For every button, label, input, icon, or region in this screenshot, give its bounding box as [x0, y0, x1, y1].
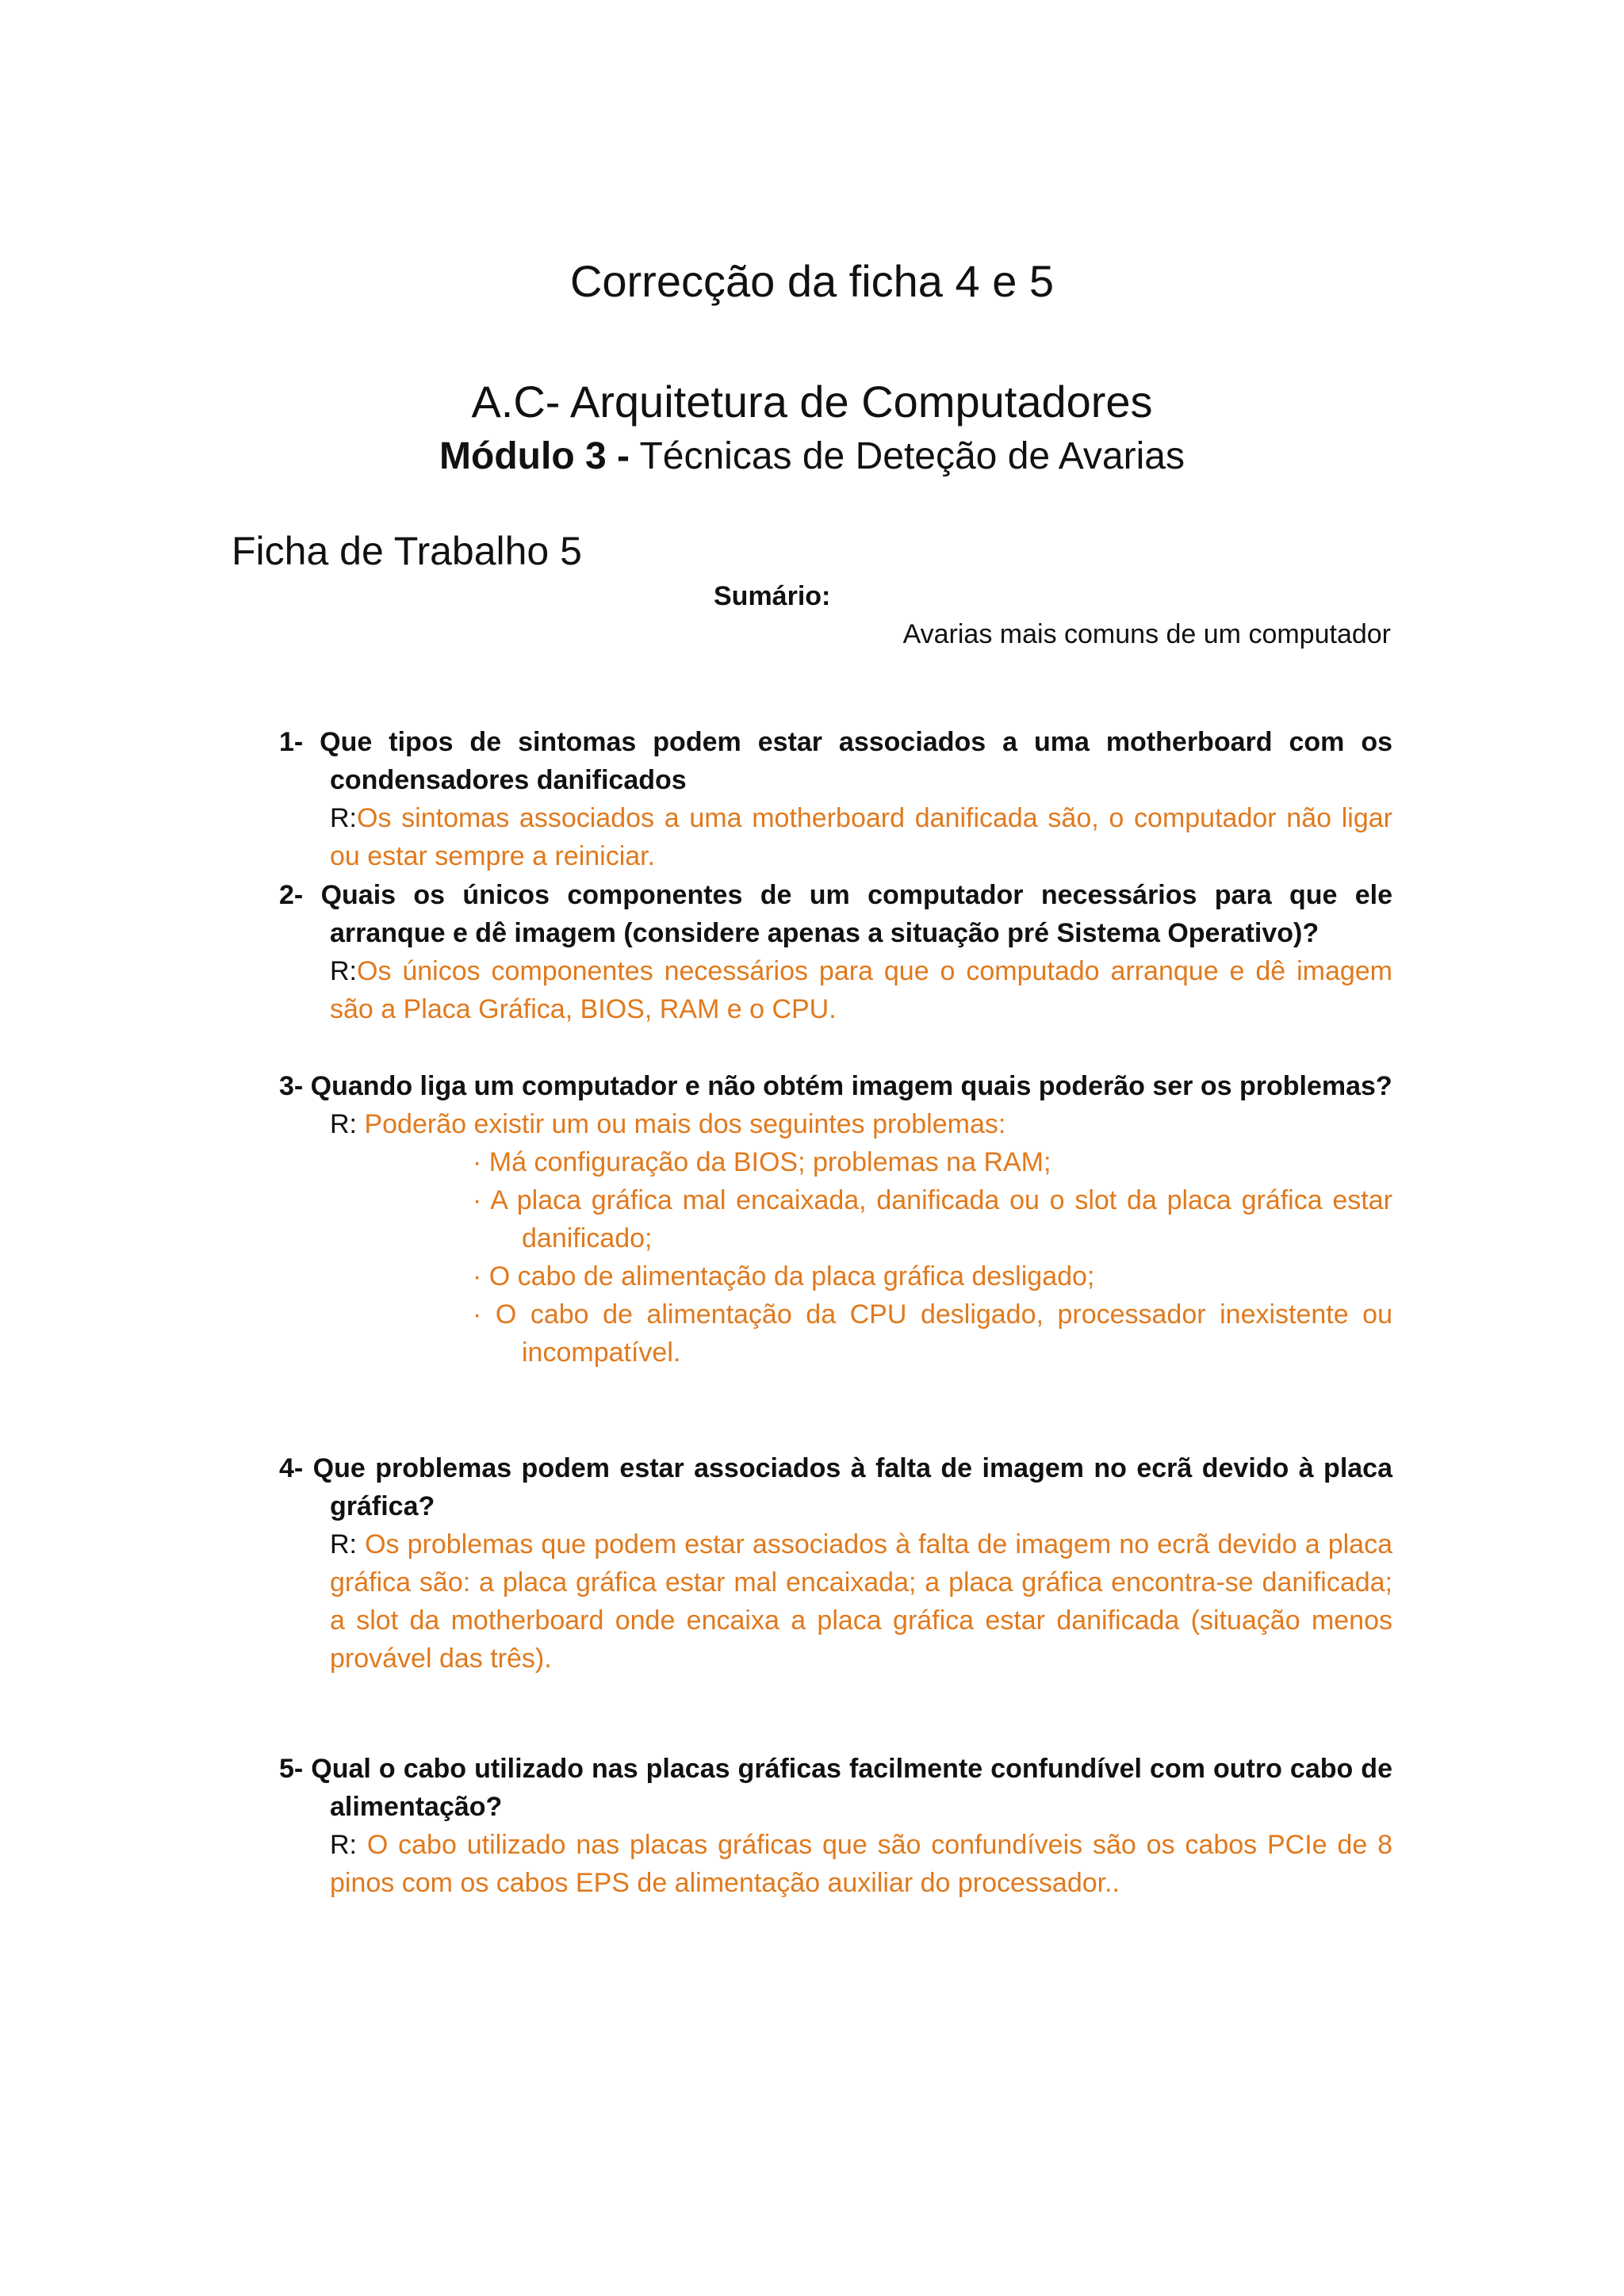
list-item: · Má configuração da BIOS; problemas na RAM;: [473, 1147, 1051, 1177]
answer-text: [279, 1525, 1392, 1678]
answer-body: Os únicos componentes necessários para que o computado arranque e dê imagem são a Placa Gráfica, BIOS, RAM e o CPU.: [330, 956, 1392, 1024]
answer-body: O cabo utilizado nas placas gráficas que são confundíveis são os cabos PCIe de 8 pinos com os cabos EPS de alimentação auxiliar do processador..: [330, 1830, 1392, 1898]
question-block-4: [279, 1449, 1392, 1678]
answer-body: Os problemas que podem estar associados à falta de imagem no ecrã devido a placa gráfica são: a placa gráfica estar mal encaixada; a placa gráfica encontra-se danificada; a slot da motherboard onde encaixa a placa gráfica estar danificada (situação menos provável das três).: [330, 1529, 1392, 1674]
answer-prefix: R:: [330, 803, 357, 833]
document-title: Correcção da ficha 4 e 5: [569, 256, 1055, 306]
module-name: Técnicas de Deteção de Avarias: [629, 435, 1185, 477]
module-number: Módulo 3 -: [439, 435, 630, 477]
answer-prefix: R:: [330, 1109, 365, 1139]
question-text: 4- Que problemas podem estar associados à falta de imagem no ecrã devido à placa gráfica?: [279, 1453, 1392, 1521]
answer-text: [279, 1826, 1392, 1902]
summary-text: Avarias mais comuns de um computador: [902, 619, 1391, 649]
answer-prefix: R:: [330, 956, 357, 986]
question-text: 1- Que tipos de sintomas podem estar associados a uma motherboard com os condensadores danificados: [279, 727, 1392, 795]
question-block-1: [279, 723, 1392, 875]
subject-title: A.C- Arquitetura de Computadores: [471, 377, 1153, 427]
answer-body: Poderão existir um ou mais dos seguintes problemas:: [364, 1109, 1006, 1139]
question-text: 2- Quais os únicos componentes de um computador necessários para que ele arranque e dê imagem (considere apenas a situação pré Sistema Operativo)?: [279, 880, 1392, 948]
answer-prefix: R:: [330, 1529, 366, 1559]
sheet-title: Ficha de Trabalho 5: [232, 529, 582, 573]
answer-text: [279, 799, 1392, 875]
list-item: · O cabo de alimentação da placa gráfica desligado;: [473, 1261, 1095, 1292]
list-item: · A placa gráfica mal encaixada, danificada ou o slot da placa gráfica estar danificado;: [473, 1185, 1392, 1253]
answer-body: Os sintomas associados a uma motherboard danificada são, o computador não ligar ou estar sempre a reiniciar.: [330, 803, 1392, 871]
module-title: [0, 434, 1624, 478]
question-block-3: [279, 1067, 1392, 1372]
question-block-5: [279, 1750, 1392, 1902]
question-text: 5- Qual o cabo utilizado nas placas gráficas facilmente confundível com outro cabo de alimentação?: [279, 1754, 1392, 1822]
answer-text: [279, 1105, 1392, 1143]
list-item: · O cabo de alimentação da CPU desligado, processador inexistente ou incompatível.: [473, 1299, 1392, 1368]
answer-text: [279, 952, 1392, 1028]
question-text: 3- Quando liga um computador e não obtém imagem quais poderão ser os problemas?: [279, 1071, 1392, 1101]
answer-prefix: R:: [330, 1830, 367, 1860]
question-block-2: [279, 876, 1392, 1028]
problem-list: [473, 1143, 1392, 1372]
summary-label: Sumário:: [714, 581, 831, 611]
